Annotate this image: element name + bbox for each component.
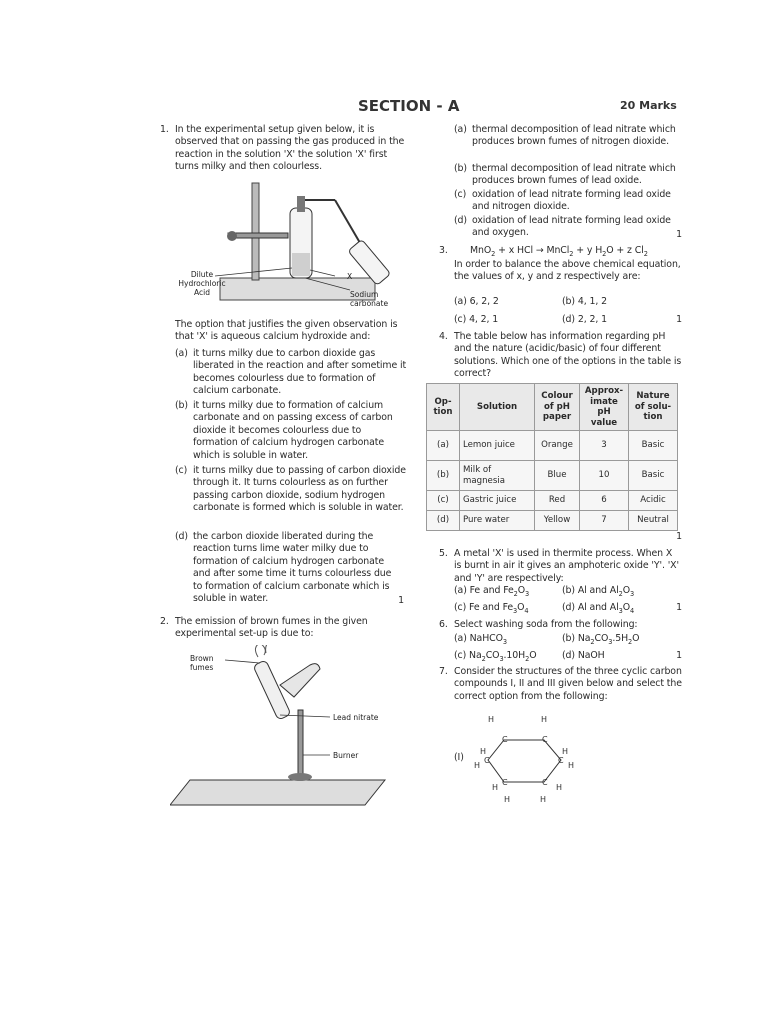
q7-stem: Consider the structures of the three cyclic carbon compounds I, II and III given below and select the correct option from the following: (454, 666, 682, 702)
svg-text:H: H (541, 715, 548, 724)
q3-option-d-text: 2, 2, 1 (577, 314, 607, 325)
q1-mark: 1 (398, 595, 404, 606)
q2-option-b-key: (b) (454, 163, 467, 174)
svg-text:H: H (556, 783, 563, 792)
table-cell: Acidic (629, 491, 678, 511)
q1-label-x: X (347, 272, 353, 281)
table-cell: Blue (535, 461, 580, 491)
q1-label-acid: Dilute Hydrochloric Acid (178, 270, 226, 297)
q2-label-lead-nitrate: Lead nitrate (333, 713, 379, 722)
svg-text:H: H (480, 747, 487, 756)
q6-option-c[interactable]: (c) $Na_2CO_3.10H_2O$ (454, 650, 537, 663)
q3-number: 3. (439, 245, 448, 256)
table-cell: (c) (427, 491, 460, 511)
q2-label-burner: Burner (333, 751, 359, 760)
table-cell: (b) (427, 461, 460, 491)
svg-text:C: C (558, 756, 564, 765)
q6-option-a-key: (a) (454, 633, 467, 644)
q2-option-c[interactable]: oxidation of lead nitrate forming lead oxide and nitrogen dioxide. (472, 189, 671, 213)
q2-option-b[interactable]: thermal decomposition of lead nitrate which produces brown fumes of lead oxide. (472, 163, 676, 187)
q6-option-c-key: (c) (454, 650, 467, 661)
q5-option-a-key: (a) (454, 585, 467, 596)
q6-option-a[interactable]: (a) NaHCO$_3$ (454, 633, 507, 646)
svg-text:H: H (474, 761, 481, 770)
table-cell: 6 (580, 491, 629, 511)
table-cell: Yellow (535, 511, 580, 531)
q1-stem: In the experimental setup given below, it is observed that on passing the gas produced in the reaction in the solution 'X' the solution 'X' first turns milky and then colourless. (175, 124, 405, 173)
q3-option-c-key: (c) (454, 314, 467, 325)
q3-option-c-text: 4, 2, 1 (469, 314, 499, 325)
table-header-ph: Approx-imate pH value (580, 384, 629, 431)
q1-option-a-key: (a) (175, 348, 188, 359)
q1-option-d-key: (d) (175, 531, 188, 542)
q7-number: 7. (439, 666, 448, 677)
table-row (427, 491, 678, 511)
q2-option-a-key: (a) (454, 124, 467, 135)
q6-option-d[interactable]: (d) NaOH (562, 650, 605, 661)
table-cell: 7 (580, 511, 629, 531)
table-row (427, 511, 678, 531)
table-cell: Milk of magnesia (460, 461, 535, 491)
q1-option-c[interactable]: it turns milky due to passing of carbon dioxide through it. It turns colourless as on further passing carbon dioxide, sodium hydrogen carbonate is formed which is soluble in water. (193, 465, 406, 514)
q5-number: 5. (439, 548, 448, 559)
marks-label: 20 Marks (620, 99, 677, 112)
q2-option-d-key: (d) (454, 215, 467, 226)
q4-stem: The table below has information regarding pH and the nature (acidic/basic) of four different solutions. Which one of the options in the table is correct? (454, 331, 682, 380)
q6-option-b-key: (b) (562, 633, 575, 644)
svg-text:H: H (488, 715, 495, 724)
table-header-row (427, 384, 678, 431)
q7-cyclohexane-structure (466, 712, 586, 804)
table-cell: Gastric juice (460, 491, 535, 511)
table-cell: Orange (535, 431, 580, 461)
q4-mark: 1 (676, 531, 682, 542)
q6-number: 6. (439, 619, 448, 630)
q3-mark: 1 (676, 314, 682, 325)
table-header-nature: Nature of solu-tion (629, 384, 678, 431)
q6-option-d-key: (d) (562, 650, 575, 661)
table-cell: (a) (427, 431, 460, 461)
table-cell: Basic (629, 431, 678, 461)
svg-text:C: C (502, 778, 508, 787)
svg-text:H: H (540, 795, 547, 804)
svg-text:C: C (542, 778, 548, 787)
table-cell: (d) (427, 511, 460, 531)
q5-option-b-key: (b) (562, 585, 575, 596)
svg-text:C: C (484, 756, 490, 765)
q2-label-fumes: Brown fumes (190, 654, 214, 672)
q4-ph-table (426, 383, 678, 531)
q3-stem: In order to balance the above chemical equation, the values of x, y and z respectively are: (454, 259, 681, 283)
q1-option-d[interactable]: the carbon dioxide liberated during the reaction turns lime water milky due to formation of calcium hydrogen carbonate and after some time it turns colourless due to formation of calcium carbonate which is soluble in water. (193, 531, 392, 605)
q6-stem: Select washing soda from the following: (454, 619, 638, 630)
q2-option-c-key: (c) (454, 189, 467, 200)
table-cell: Neutral (629, 511, 678, 531)
q3-option-c[interactable] (454, 314, 498, 326)
table-header-solution: Solution (460, 384, 535, 431)
q3-option-b-text: 4, 1, 2 (577, 296, 607, 307)
q7-structure-label: (I) (454, 752, 464, 763)
q5-option-d-key: (d) (562, 602, 575, 613)
table-cell: Pure water (460, 511, 535, 531)
q5-option-c-key: (c) (454, 602, 467, 613)
q2-number: 2. (160, 616, 169, 627)
q5-stem: A metal 'X' is used in thermite process. When X is burnt in air it gives an amphoteric oxide 'Y'. 'X' and 'Y' are respectively: (454, 548, 679, 584)
q3-equation: MnO$_2$ + x HCl → MnCl$_2$ + y $H_2O + z$ $Cl_2$ (470, 245, 648, 258)
svg-text:H: H (568, 761, 575, 770)
q1-number: 1. (160, 124, 169, 135)
q5-option-b[interactable]: (b) Al and $Al_2O_3$ (562, 585, 635, 598)
table-header-colour: Colour of pH paper (535, 384, 580, 431)
q3-option-a[interactable] (454, 296, 499, 308)
q3-option-a-text: 6, 2, 2 (469, 296, 499, 307)
svg-text:C: C (502, 735, 508, 744)
q2-stem: The emission of brown fumes in the given experimental set-up is due to: (175, 616, 368, 640)
q3-option-a-key: (a) (454, 296, 467, 307)
table-cell: Lemon juice (460, 431, 535, 461)
table-header-option: Op-tion (427, 384, 460, 431)
q3-option-b-key: (b) (562, 296, 575, 307)
q5-option-c[interactable]: (c) Fe and $Fe_3O_4$ (454, 602, 529, 615)
q2-mark: 1 (676, 229, 682, 240)
table-cell: 3 (580, 431, 629, 461)
svg-text:H: H (492, 783, 499, 792)
table-row (427, 431, 678, 461)
table-cell: 10 (580, 461, 629, 491)
q1-option-b[interactable]: it turns milky due to formation of calcium carbonate and on passing excess of carbon dioxide it becomes colourless due to formation of calcium hydrogen carbonate which is soluble in water. (193, 400, 393, 461)
q1-option-c-key: (c) (175, 465, 188, 476)
table-row (427, 461, 678, 491)
q6-mark: 1 (676, 650, 682, 661)
q1-label-carbonate: Sodium carbonate (350, 290, 389, 308)
q1-option-a[interactable]: it turns milky due to carbon dioxide gas liberated in the reaction and after sometime it becomes colourless due to formation of calcium carbonate. (193, 348, 407, 397)
svg-text:H: H (504, 795, 511, 804)
q1-option-b-key: (b) (175, 400, 188, 411)
section-title: SECTION - A (358, 97, 460, 115)
q5-option-d[interactable]: (d) Al and $Al_3O_4$ (562, 602, 635, 615)
svg-text:H: H (562, 747, 569, 756)
table-cell: Basic (629, 461, 678, 491)
svg-text:C: C (542, 735, 548, 744)
q3-option-b[interactable] (562, 296, 607, 308)
q4-number: 4. (439, 331, 448, 342)
table-cell: Red (535, 491, 580, 511)
q3-option-d[interactable] (562, 314, 607, 326)
q3-option-d-key: (d) (562, 314, 575, 325)
q1-lead-text: The option that justifies the given observation is that 'X' is aqueous calcium hydroxide and: (175, 319, 398, 343)
q2-option-d[interactable]: oxidation of lead nitrate forming lead oxide and oxygen. (472, 215, 671, 239)
q5-mark: 1 (676, 602, 682, 613)
q2-option-a[interactable]: thermal decomposition of lead nitrate which produces brown fumes of nitrogen dioxide. (472, 124, 676, 148)
q5-option-a[interactable]: (a) Fe and $Fe_2O_3$ (454, 585, 530, 598)
q6-option-b[interactable]: (b) $Na_2CO_3.5H_2O$ (562, 633, 640, 646)
